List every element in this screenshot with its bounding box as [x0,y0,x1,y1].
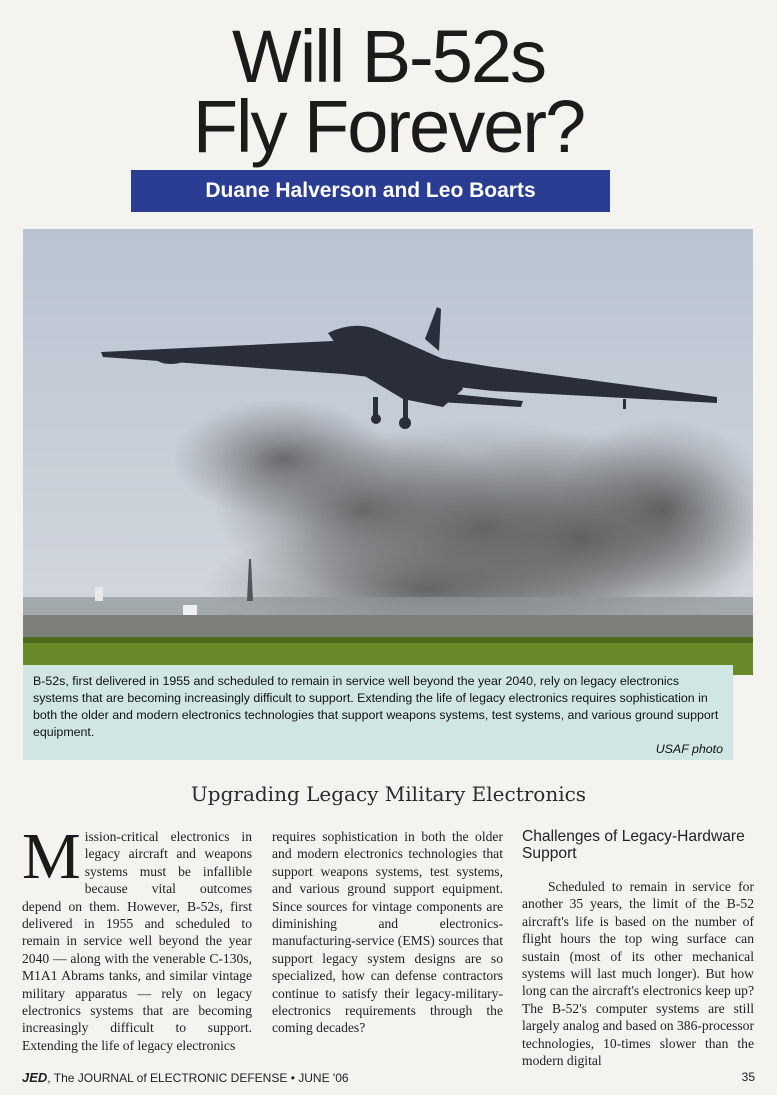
footer-bullet: • [290,1071,295,1085]
drop-cap: M [22,820,81,893]
title-line-1: Will B-52s [231,15,546,98]
column-3-text: Scheduled to remain in service for another 35 years, the limit of the B-52 aircraft's life is based on the number of flight hours the top wing surface can sustain (most of its other mechanical systems will last much longer). But how long can the aircraft's electronics keep up? The B-52's computer systems are still largely analog and based on 386-processor technologies, 10-times slower than the modern digital [522,879,754,1069]
body-column-3 [522,828,754,1069]
journal-logo: JED [22,1070,48,1085]
subheading: Challenges of Legacy-Hardware Support [522,828,745,862]
issue-date: JUNE '06 [298,1071,349,1085]
title-line-2: Fly Forever? [192,85,585,168]
photo-caption [23,665,733,760]
caption-text: B-52s, first delivered in 1955 and scheduled to remain in service well beyond the year 2040, rely on legacy electronics systems that are becoming increasingly difficult to support. Extending the life of legacy electronics requires sophistication in both the older and modern electronics technologies that support weapons systems, test systems, and various ground support equipment. [33,674,719,739]
section-title: Upgrading Legacy Military Electronics [190,782,587,806]
author-byline: Duane Halverson and Leo Boarts [131,170,610,212]
photo-credit: USAF photo [655,742,723,756]
page-number: 35 [741,1070,755,1084]
article-title [0,15,777,168]
b52-photo [23,229,753,675]
journal-name: , The JOURNAL of ELECTRONIC DEFENSE [47,1071,288,1085]
column-2-text: requires sophistication in both the older and modern electronics technologies that support weapons systems, test systems, and various ground support equipment. Since sources for vintage components are diminishing and electronics-manufacturing-service (EMS) sources that support legacy system designs are so specialized, how can defense contractors continue to satisfy their legacy-military-electronics requirements through the coming decades? [272,829,503,1036]
body-column-1 [22,820,252,1054]
page-footer [22,1070,755,1085]
body-column-2 [272,828,503,1037]
column-1-text: ission-critical electronics in legacy aircraft and weapons systems must be infallible because vital outcomes depend on them. However, B-52s, first delivered in 1955 and scheduled to remain in service well beyond the year 2040 — along with the venerable C-130s, M1A1 Abrams tanks, and similar vintage military apparatus — rely on legacy electronics systems that are becoming increasingly difficult to support. Extending the life of legacy electronics [22,829,252,1053]
